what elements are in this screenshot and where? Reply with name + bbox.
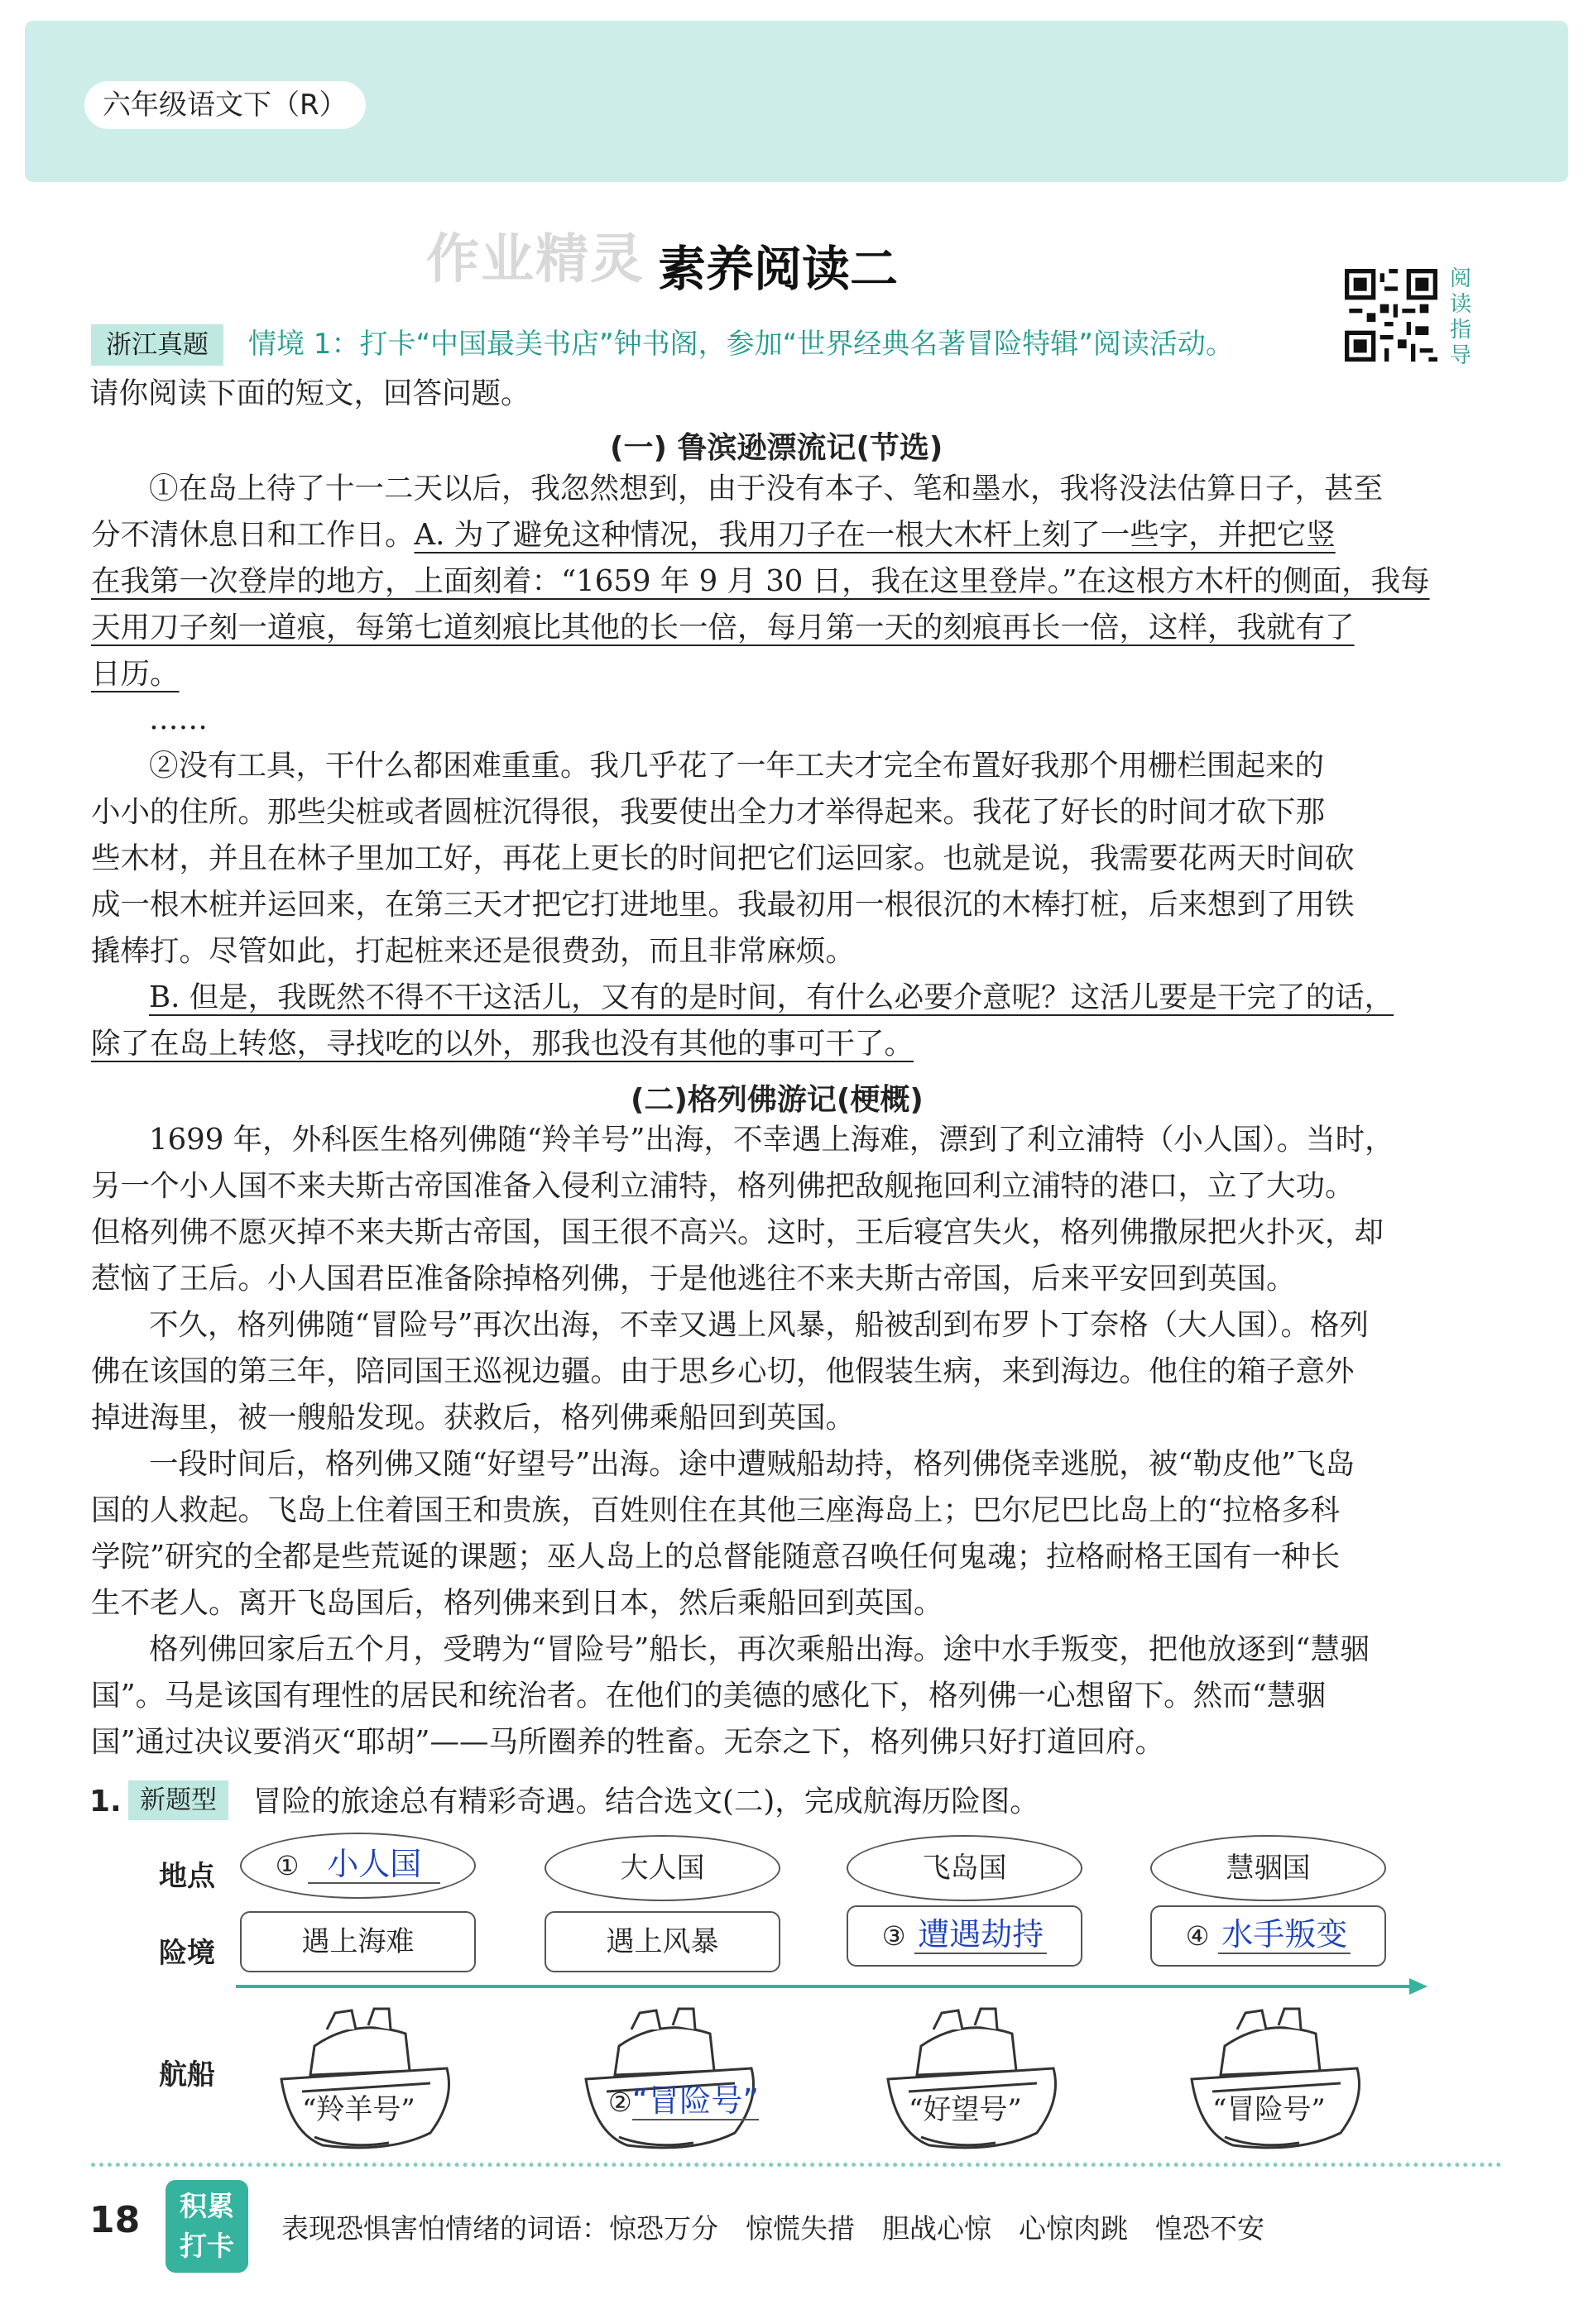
place-oval-2: 大人国: [545, 1835, 780, 1901]
passage-line: 格列佛回家后五个月，受聘为“冒险号”船长，再次乘船出海。途中水手叛变，把他放逐到“慧骃: [149, 1632, 1370, 1666]
answer-blank-2[interactable]: “冒险号”: [631, 2082, 760, 2119]
passage-line: 不久，格列佛随“冒险号”再次出海，不幸又遇上风暴，船被刮到布罗卜丁奈格（大人国）。格列: [149, 1308, 1370, 1342]
exam-source-tag: 浙江真题: [91, 324, 223, 366]
badge-line: 打卡: [180, 2230, 234, 2262]
page-title: 素养阅读二: [658, 241, 899, 297]
blank-number: ①: [275, 1850, 300, 1881]
row-label-place: 地点: [159, 1860, 215, 1893]
passage-line: 些木材，并且在林子里加工好，再花上更长的时间把它们运回家。也就是说，我需要花两天时间砍: [91, 841, 1355, 875]
timeline-arrow: [236, 1976, 1427, 1997]
place-oval-4: 慧骃国: [1150, 1835, 1386, 1901]
ellipsis: ……: [149, 702, 208, 736]
underlined-sentence-a: 日历。: [91, 657, 180, 691]
qr-label-char: 读: [1450, 292, 1472, 317]
passage-line: [91, 520, 1336, 550]
passage-line: 国的人救起。飞岛上住着国王和贵族，百姓则住在其他三座海岛上；巴尔尼巴比岛上的“拉格多科: [91, 1493, 1341, 1527]
danger-box-1: 遇上海难: [240, 1911, 476, 1972]
header-wave: [25, 153, 1568, 190]
qr-code-icon[interactable]: [1345, 269, 1437, 362]
blank-number: ④: [1185, 1920, 1210, 1952]
ship-icon: [569, 2001, 768, 2158]
section2-title: (二)格列佛游记(梗概): [631, 1083, 924, 1117]
watermark: 作业精灵: [426, 229, 645, 290]
qr-label-char: 阅: [1450, 266, 1472, 291]
passage-line: 一段时间后，格列佛又随“好望号”出海。途中遭贼船劫持，格列佛侥幸逃脱，被“勒皮他”飞岛: [149, 1447, 1355, 1481]
answer-blank-3[interactable]: 遭遇劫持: [914, 1916, 1047, 1954]
scenario-instruction: 请你阅读下面的短文，回答问题。: [89, 376, 530, 410]
place-oval-3: 飞岛国: [847, 1835, 1082, 1901]
answer-blank-4[interactable]: 水手叛变: [1218, 1916, 1351, 1954]
answer-blank-1[interactable]: 小人国: [308, 1846, 440, 1884]
footer-vocabulary: 表现恐惧害怕情绪的词语：惊恐万分 惊慌失措 胆战心惊 心惊肉跳 惶恐不安: [281, 2212, 1264, 2245]
footer-divider: [91, 2163, 1502, 2167]
accumulate-badge: [166, 2180, 248, 2273]
underlined-sentence-a: 天用刀子刻一道痕，每第七道刻痕比其他的长一倍，每月第一天的刻痕再长一倍，这样，我就有了: [91, 611, 1355, 644]
scenario-text: 情境 1：打卡“中国最美书店”钟书阁，参加“世界经典名著冒险特辑”阅读活动。: [248, 328, 1234, 361]
row-label-danger: 险境: [159, 1937, 215, 1970]
danger-box-2: 遇上风暴: [545, 1911, 780, 1972]
ship-label-2[interactable]: [608, 2082, 759, 2120]
passage-text: 分不清休息日和工作日。: [91, 518, 415, 552]
passage-line: 国”。马是该国有理性的居民和统治者。在他们的美德的感化下，格列佛一心想留下。然而“慧骃: [91, 1679, 1326, 1713]
passage-line: 撬棒打。尽管如此，打起桩来还是很费劲，而且非常麻烦。: [91, 934, 856, 968]
passage-line: 国”通过决议要消灭“耶胡”——马所圈养的牲畜。无奈之下，格列佛只好打道回府。: [91, 1725, 1164, 1759]
danger-box-3[interactable]: [847, 1905, 1082, 1967]
underlined-sentence-a: 在我第一次登岸的地方，上面刻着：“1659 年 9 月 30 日，我在这里登岸。”在这根方木杆的侧面，我每: [91, 564, 1430, 598]
passage-line: 1699 年，外科医生格列佛随“羚羊号”出海，不幸遇上海难，漂到了利立浦特（小人国）。当时，: [149, 1123, 1394, 1157]
underlined-sentence-b: 除了在岛上转悠，寻找吃的以外，那我也没有其他的事可干了。: [91, 1027, 914, 1061]
ship-label-1: “羚羊号”: [302, 2093, 415, 2126]
danger-box-4[interactable]: [1150, 1905, 1386, 1967]
section1-title: (一) 鲁滨逊漂流记(节选): [610, 431, 943, 465]
passage-line: 佛在该国的第三年，陪同国王巡视边疆。由于思乡心切，他假装生病，来到海边。他住的箱子意外: [91, 1354, 1355, 1388]
passage-line: 学院”研究的全都是些荒诞的课题；巫人岛上的总督能随意召唤任何鬼魂；拉格耐格王国有一种长: [91, 1540, 1341, 1574]
underlined-sentence-a: A. 为了避免这种情况，我用刀子在一根大木杆上刻了一些字，并把它竖: [414, 518, 1336, 552]
page-number: 18: [89, 2199, 141, 2241]
ship-icon: [265, 2001, 463, 2158]
passage-line: 掉进海里，被一艘船发现。获救后，格列佛乘船回到英国。: [91, 1401, 856, 1435]
passage-line: 但格列佛不愿灭掉不来夫斯古帝国，国王很不高兴。这时，王后寝宫失火，格列佛撒尿把火扑灭，却: [91, 1215, 1384, 1249]
ship-label-4: “冒险号”: [1212, 2093, 1326, 2126]
qr-label-char: 导: [1450, 343, 1472, 368]
question-prompt: 冒险的旅途总有精彩奇遇。结合选文(二)，完成航海历险图。: [252, 1785, 1039, 1818]
passage-line: 生不老人。离开飞岛国后，格列佛来到日本，然后乘船回到英国。: [91, 1586, 943, 1620]
row-label-ship: 航船: [159, 2058, 215, 2092]
question-number: 1.: [89, 1785, 122, 1818]
badge-line: 积累: [180, 2190, 234, 2222]
underlined-sentence-b: B. 但是，我既然不得不干这活儿，又有的是时间，有什么必要介意呢？这活儿要是干完了的话，: [149, 980, 1394, 1014]
blank-number: ②: [608, 2087, 632, 2118]
qr-label-char: 指: [1450, 318, 1472, 343]
qr-reading-guide-label: [1450, 266, 1483, 369]
grade-label: 六年级语文下（R）: [84, 81, 366, 129]
passage-line: 惹恼了王后。小人国君臣准备除掉格列佛，于是他逃往不来夫斯古帝国，后来平安回到英国。: [91, 1262, 1296, 1296]
question-type-tag: 新题型: [128, 1780, 228, 1820]
blank-number: ③: [881, 1920, 906, 1952]
passage-line: ②没有工具，干什么都困难重重。我几乎花了一年工夫才完全布置好我那个用栅栏围起来的: [149, 749, 1325, 783]
passage-line: 另一个小人国不来夫斯古帝国准备入侵利立浦特，格列佛把敌舰拖回利立浦特的港口，立了大功。: [91, 1169, 1355, 1203]
ship-label-3: “好望号”: [909, 2093, 1022, 2126]
passage-line: 成一根木桩并运回来，在第三天才把它打进地里。我最初用一根很沉的木棒打桩，后来想到了用铁: [91, 888, 1355, 922]
passage-line: 小小的住所。那些尖桩或者圆桩沉得很，我要使出全力才举得起来。我花了好长的时间才砍下那: [91, 795, 1326, 829]
ship-icon: [1175, 2001, 1374, 2158]
ship-icon: [871, 2001, 1070, 2158]
place-oval-1[interactable]: [240, 1833, 476, 1899]
passage-line: ①在岛上待了十一二天以后，我忽然想到，由于没有本子、笔和墨水，我将没法估算日子，甚至: [149, 472, 1384, 506]
